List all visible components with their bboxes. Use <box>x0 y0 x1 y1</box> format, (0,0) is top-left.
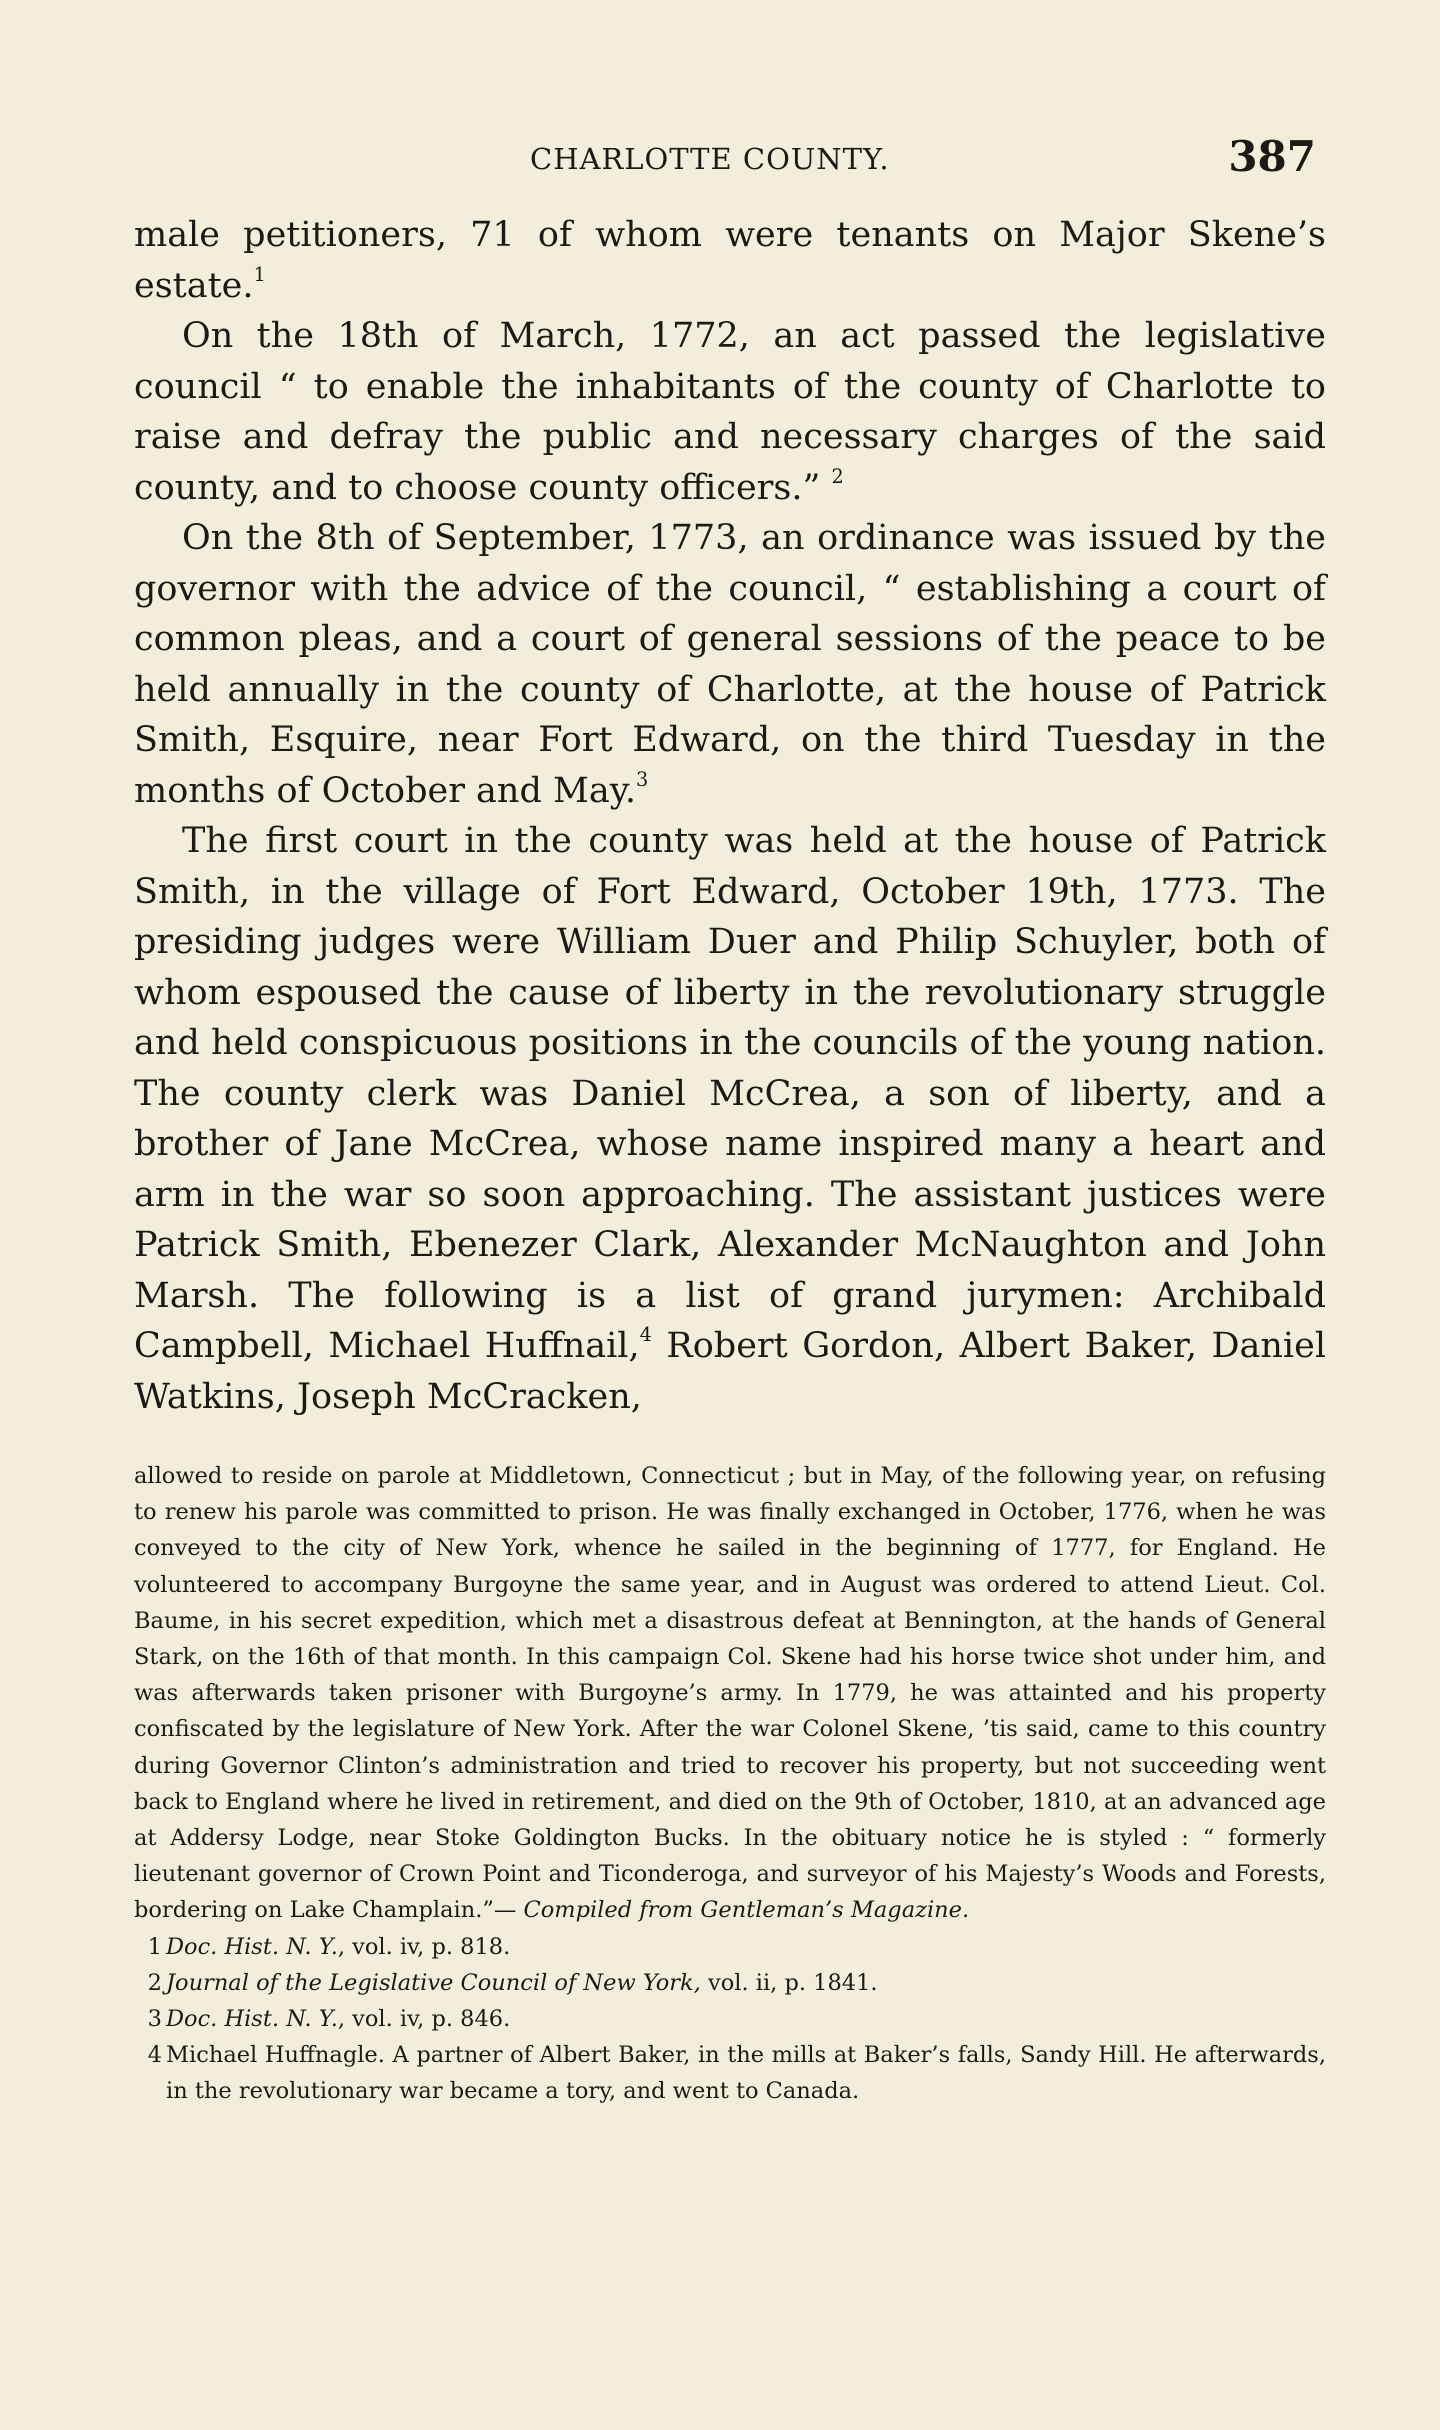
paragraph-ordinance: On the 8th of September, 1773, an ordinance was issued by the governor with the advice of the council, “ establishing a court of common pleas, and a court of general sessions of the peace to be held annually in the county of Charlotte, at the house of Patrick Smith, Esquire, near Fort Edward, on the third Tuesday in the months of October and May.$^3$ <box>134 518 1326 811</box>
footnote-1: 1 Doc. Hist. N. Y., vol. iv, p. 818. <box>147 1933 511 1960</box>
book-page <box>134 120 1326 2370</box>
page-header <box>134 120 1326 210</box>
footnotes <box>134 1458 1326 2110</box>
footnote-ref-1: 1 <box>253 262 266 286</box>
footnote-continued: allowed to reside on parole at Middletown, Connecticut ; but in May, of the following year, on refusing to renew his parole was committed to prison. He was finally exchanged in October, 1776, when he was conveyed to the city of New York, whence he sailed in the beginning of 1777, for England. He volunteered to accompany Burgoyne the same year, and in August was ordered to attend Lieut. Col. Baume, in his secret expedition, which met a disastrous defeat at Bennington, at the hands of General Stark, on the 16th of that month. In this campaign Col. Skene had his horse twice shot under him, and was afterwards taken prisoner with Burgoyne’s army. In 1779, he was attainted and his property confiscated by the legislature of New York. After the war Colonel Skene, ’tis said, came to this country during Governor Clinton’s administration and tried to recover his property, but not succeeding went back to England where he lived in retirement, and died on the 9th of October, 1810, at an advanced age at Addersy Lodge, near Stoke Goldington Bucks. In the obituary notice he is styled : “ formerly lieutenant governor of Crown Point and Ticonderoga, and surveyor of his Majesty’s Woods and Forests, bordering on Lake Champlain.”— Compiled from Gentleman’s Magazine. <box>134 1463 1326 1924</box>
footnote-ref-2: 2 <box>831 464 844 488</box>
footnote-2: 2 Journal of the Legislative Council of New York, vol. ii, p. 1841. <box>147 1969 878 1996</box>
footnote-source: Compiled from Gentleman’s Magazine. <box>523 1897 970 1924</box>
main-text <box>134 210 1326 1422</box>
footnote-ref-3: 3 <box>635 767 649 791</box>
paragraph-legislative-act: On the 18th of March, 1772, an act passed the legislative council “ to enable the inhabitants of the county of Charlotte to raise and defray the public and necessary charges of the said county, and to choose county officers.” $^2$ <box>134 316 1326 508</box>
footnote-ref-4: 4 <box>639 1323 652 1347</box>
paragraph-first-court: The first court in the county was held at the house of Patrick Smith, in the village of Fort Edward, October 19th, 1773. The presiding judges were William Duer and Philip Schuyler, both of whom espoused the cause of liberty in the revolutionary struggle and held conspicuous positions in the councils of the young nation. The county clerk was Daniel McCrea, a son of liberty, and a brother of Jane McCrea, whose name inspired many a heart and arm in the war so soon approaching. The assistant justices were Patrick Smith, Ebenezer Clark, Alexander McNaughton and John Marsh. The following is a list of grand jurymen: Archibald Campbell, Michael Huffnail,$^4$ Robert Gordon, Albert Baker, Daniel Watkins, Joseph McCracken, <box>134 821 1327 1417</box>
page-number: 387 <box>1228 132 1316 181</box>
paragraph-continuation: male petitioners, 71 of whom were tenants on Major Skene’s estate.$^1$ <box>134 215 1326 306</box>
footnote-3: 3 Doc. Hist. N. Y., vol. iv, p. 846. <box>147 2006 511 2033</box>
footnote-4: 4 Michael Huffnagle. A partner of Albert Baker, in the mills at Baker’s falls, Sandy Hill. He afterwards, in the revolutionary war became a tory, and went to Canada. <box>147 2042 1326 2105</box>
running-head: CHARLOTTE COUNTY. <box>530 142 890 176</box>
